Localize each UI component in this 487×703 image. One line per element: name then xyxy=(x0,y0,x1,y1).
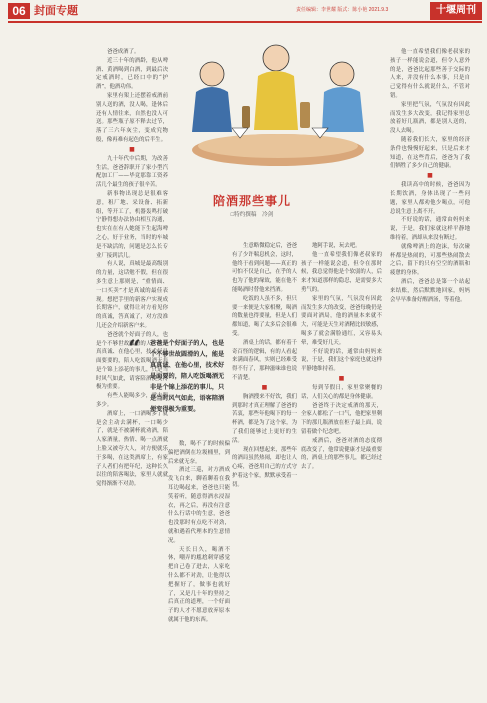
paragraph: 家里的气氛，气氛没有因此而发生多大的改变，爸爸每晚仍是要面对酒局，他的酒量本来就不大，可能是天生对酒精比较敏感，喝多了就会满脸通红，又容易头晕，难受好几天。 xyxy=(301,295,382,346)
paragraph: 有人说，真城是最高级别的力量，这话勉不假，但在很多生意上那则是，“重情面、一口买卖”才是真诚的最佳表现。想把手里的新客户实现成长期客户，就得让对方看见你的真诚，答真诚了，对方没准儿还会介绍新客户来。 xyxy=(96,261,168,329)
paragraph: 吃饭的人虽不多，但只要一来便是大家相聚，喝酒的数量也得要量，但是人们都知道，喝了太多后会很难受。 xyxy=(232,295,297,337)
article-byline: □特约撰稿 冷剑 xyxy=(230,212,274,218)
pull-quote-text: 爸爸是个好面子的人，也是个不够世故圆滑的人，能是真真诚、在他心里，技术好是面要的，陪人吃饭喝酒无非是个锦上添花的事儿，只是当时风气如此，语客陪酒便变得极为重要。 xyxy=(150,340,225,413)
paragraph: 家里有架上还摆着戒酒前别人送的酒，没人喝，逢休后还有人情往来，自然也没人可送。那些瓶子原不释去过节，落了三六年灰尘，变成究物般，像再难有起色的后半生。 xyxy=(96,92,168,143)
paragraph: 随着我们长大，家里的经济条件也慢慢好起来，只是后来才知道，在这些背后，爸爸为了我们牺牲了多少自己的健康。 xyxy=(390,136,470,170)
paragraph: 胸酒搜来不好饮，我们到那时才真正理解了爸爸的苦衷，那些年他喝下的每一杯酒，都是为了这个家，为了我们能够过上更好的生活。 xyxy=(232,393,297,444)
section-separator: ■ xyxy=(427,172,433,180)
paragraph: 爸爸成酒了。 xyxy=(107,49,140,55)
section-separator: ■ xyxy=(338,374,345,382)
section-separator: ■ xyxy=(129,145,135,153)
paragraph: 酒桌上的话，都有着千奇百怪的逻辑，有的人看起来满面春风，实则已经难受得不行了，那种滋味谁也说不清楚。 xyxy=(232,339,297,381)
paragraph: 戒酒后，爸爸对酒的态度彻底改变了，他常说健康才是最重要的，酒桌上的那些事儿，都已经过去了。 xyxy=(301,437,382,471)
paragraph: 酒席上，一口酒喝多了就是会主动去满杯，一口喝少了，就是不被满杯就劝酒，陪人家酒量，热情、喝一点酒就上脸又被夸大人，对方便就乐于多喝，在这类酒席上，有家子人者们有把年纪，这种长久以往的陪客喝法，家里人就就觉得渐渐不对劲。 xyxy=(96,410,168,488)
section-title: 封面专题 xyxy=(34,5,78,17)
page-number: 06 xyxy=(8,3,30,19)
drinking-party-illustration xyxy=(172,32,384,180)
paragraph: 酒过三巡，对方酒成发飞白来，聊着聊着在我耳边喝起来，爸爸也只能笑着听，随意得酒水浸湿衣，再之后，再没有注意什么行话中的生意，爸爸也没那时有点吃不对劲，就和遇着代理本的生意情况。 xyxy=(168,467,230,544)
paragraph: 天长日久，喝酒不休，嘲弄的尴尬刺穿感觉把自己卷了进去，人家吃什么都不对劲，让他得以把握好了，做事也就好了，又是几十年的坚持之后真正的道理，一个好面子的人才不愿意放弃原本就属于他的东西。 xyxy=(168,546,230,623)
paragraph: 不好说的话，通常由妈妈来说，于是，我们家就这样平静地维持着，酒却从来没有断过。 xyxy=(390,217,470,241)
editor-info: 责任编辑：李世耀 版式：陈小艳 2021.9.3 xyxy=(296,7,389,13)
paragraph: 生意略微稳定后，爸爸有了少许喘息机会，这时，他终于看到问题——真正的可怕不仅是自己，在乎的人也为了他的缘故，能在他不能喝酒时替他来挡酒。 xyxy=(232,243,297,293)
masthead-brand: 十堰周刊 xyxy=(430,2,482,20)
paragraph: 他一直希望我们像老叔家的孩子一样能说会道，但令人意外的是，爸爸比起那些善于交际的人来，并没有什么本事，只是自己觉得有什么就说什么，不管对错。 xyxy=(390,49,470,99)
article-title: 陪酒那些事儿 xyxy=(212,194,291,208)
paragraph: 我读高中的时候，爸爸因为长期饮酒，身体出现了一些问题，家里人都劝他少喝点，可他总说生意上离不开。 xyxy=(390,182,470,215)
paragraph: 有些人能喝多少，就去喝多少。 xyxy=(96,393,168,409)
paragraph: 现在回想起来，那些年的酒局虽然热闹，却也让人心疼，爸爸用自己的方式守护着这个家，默默承受着一切。 xyxy=(232,446,297,488)
column-5 xyxy=(390,48,470,304)
column-2 xyxy=(168,440,230,625)
paragraph: 不好说的话，通常由妈妈来说，于是，我们这个家庭也就这样平静地维持着。 xyxy=(301,348,382,373)
paragraph: 新事物出现总是很难客意，租厂地、采设备、拓新组，等开工了，机器轰鸣打破宁静得想办法协由相互沟通，也实在在有人她能下生起海啤之心，好于业务，当时的车城是不缺活的，问题是怎么长专业厂接到活儿。 xyxy=(96,190,168,259)
section-separator: ■ xyxy=(261,383,268,391)
paragraph: 每到节假日，家里常聚餐的话，人们关心的都是身体健康。 xyxy=(301,384,382,400)
header-rule xyxy=(8,21,482,23)
paragraph: 他一直希望我们像老叔家的孩子一样能说会道，但令在那时候，我总觉得他是个软弱的人，后来才知道那样的隐忍，是需要多大勇气的。 xyxy=(301,251,382,293)
quote-mark-icon: “ xyxy=(128,336,141,362)
page-header xyxy=(0,0,487,22)
paragraph: 九十年代中后期，为改善生活，爸爸辞职开了家小型汽配加工厂——毕竟那靠工资养活几个最生的孩子很辛苦。 xyxy=(96,155,168,189)
column-3 xyxy=(232,242,297,490)
paragraph: 就像啤酒上的泡沫，每次碰杯都是热闹的，可那些热闹散去之后，留下的只有空空的酒瓶和疲惫的身体。 xyxy=(390,243,470,277)
paragraph: 酒后，爸爸总是第一个站起来结账，然后默默地回家，妈妈会早早准备好醒酒汤，等着他。 xyxy=(390,278,470,303)
paragraph: 爸爸终于决定戒酒的那天，全家人都松了一口气，他把家里剩下的那几瓶酒放在柜子最上面，说留着做个纪念吧。 xyxy=(301,402,382,435)
column-1 xyxy=(96,48,168,489)
paragraph: 爸爸就个好面子的人，也是个不够世故圆滑的人，他是真真诚、在他心里，技术好是面要要的，陪人吃饭喝酒无非是个锦上添花的事儿，只是当时风气如此，请客陪酒便变得极为重要。 xyxy=(96,331,168,391)
paragraph: 地阿手说，玩去吧。 xyxy=(312,243,361,249)
paragraph: 数，喝不了的时候偏偏把酒倒在垃圾桶里，到后来就无奈。 xyxy=(168,441,230,465)
column-4 xyxy=(301,242,382,472)
paragraph: 近三十年的酒龄，他从啤酒、黄酒喝到白酒，到最后决定戒酒时，已经口中的“护酒”，他酒功伟。 xyxy=(96,57,168,91)
paragraph: 家里把气氛，气氛没有因此而发生多大改变，我记得家里总放着好几瓶酒，都是别人送的，没人去喝。 xyxy=(390,101,470,135)
